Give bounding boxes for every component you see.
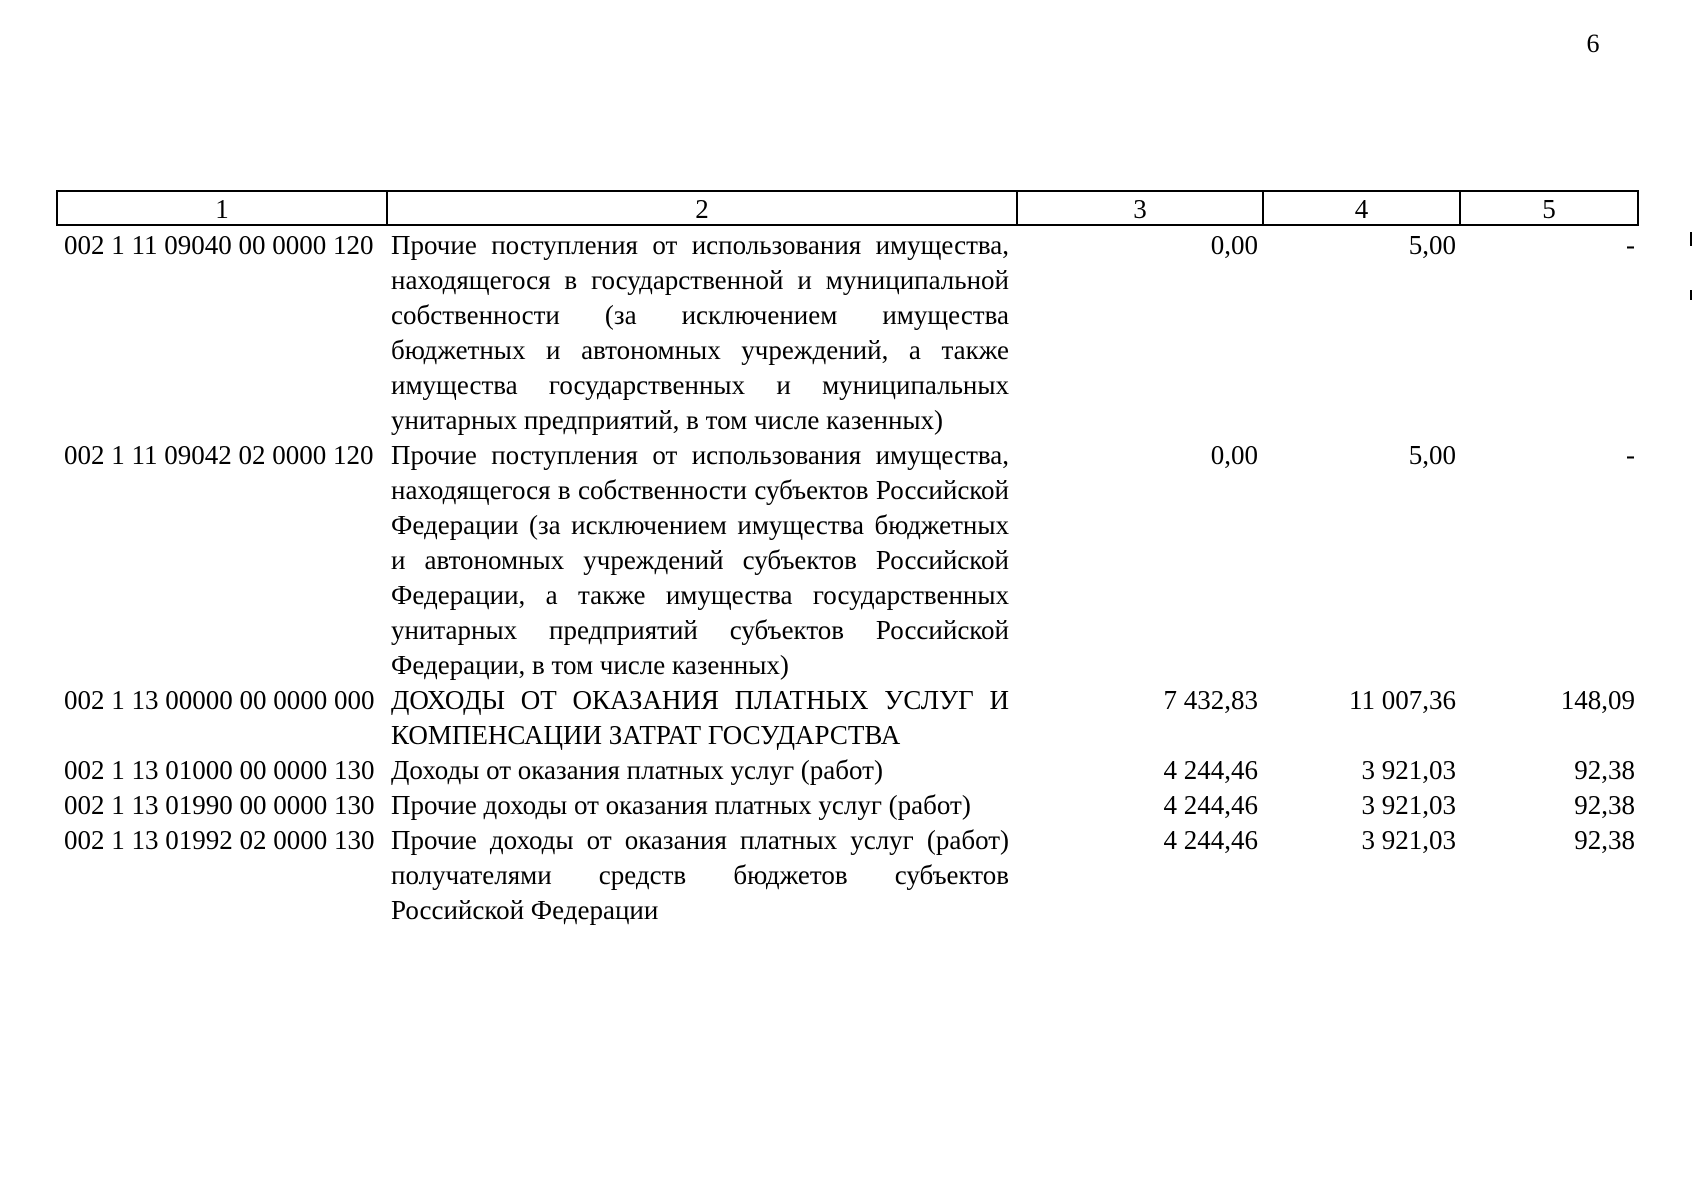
value-col3: 7 432,83: [1163, 685, 1258, 715]
income-name: Прочие доходы от оказания платных услуг (работ) получателями средств бюджетов субъектов Российской Федерации: [391, 825, 1009, 925]
scan-edge-mark: [1690, 290, 1692, 300]
header-cell-1: 1: [58, 192, 388, 224]
table-body: [56, 228, 1639, 928]
table-row: [56, 438, 1639, 683]
value-col5: 148,09: [1560, 685, 1635, 715]
value-col5: 92,38: [1574, 790, 1635, 820]
value-col4: 5,00: [1408, 440, 1456, 470]
value-col4: 3 921,03: [1361, 755, 1456, 785]
value-col4: 3 921,03: [1361, 790, 1456, 820]
budget-code: 002 1 11 09042 02 0000 120: [64, 440, 374, 470]
table-row: [56, 788, 1639, 823]
value-col5: 92,38: [1574, 825, 1635, 855]
budget-code: 002 1 13 00000 00 0000 000: [64, 685, 375, 715]
income-name: Доходы от оказания платных услуг (работ): [391, 755, 883, 785]
value-col3: 4 244,46: [1163, 790, 1258, 820]
budget-code: 002 1 13 01000 00 0000 130: [64, 755, 375, 785]
value-col3: 0,00: [1210, 440, 1258, 470]
value-col4: 5,00: [1408, 230, 1456, 260]
income-name: Прочие поступления от использования имущества, находящегося в государственной и муниципальной собственности (за исключением имущества бюджетных и автономных учреждений, а также имущества государственных и муниципальных унитарных предприятий, в том числе казенных): [391, 230, 1009, 435]
table-row: [56, 753, 1639, 788]
header-cell-4: 4: [1264, 192, 1461, 224]
value-col5: -: [1626, 440, 1635, 470]
scan-edge-mark: [1690, 232, 1692, 246]
header-cell-3: 3: [1018, 192, 1264, 224]
budget-code: 002 1 13 01992 02 0000 130: [64, 825, 375, 855]
value-col5: -: [1626, 230, 1635, 260]
value-col3: 4 244,46: [1163, 825, 1258, 855]
table-row: [56, 683, 1639, 753]
table-header: [56, 190, 1639, 226]
value-col4: 3 921,03: [1361, 825, 1456, 855]
table-row: [56, 823, 1639, 928]
header-cell-2: 2: [388, 192, 1018, 224]
table-row: [56, 228, 1639, 438]
income-name: Прочие доходы от оказания платных услуг (работ): [391, 790, 971, 820]
budget-code: 002 1 11 09040 00 0000 120: [64, 230, 374, 260]
budget-code: 002 1 13 01990 00 0000 130: [64, 790, 375, 820]
value-col3: 4 244,46: [1163, 755, 1258, 785]
income-name: ДОХОДЫ ОТ ОКАЗАНИЯ ПЛАТНЫХ УСЛУГ И КОМПЕНСАЦИИ ЗАТРАТ ГОСУДАРСТВА: [391, 685, 1009, 750]
value-col5: 92,38: [1574, 755, 1635, 785]
page-number: 6: [1586, 29, 1600, 58]
income-name: Прочие поступления от использования имущества, находящегося в собственности субъектов Российской Федерации (за исключением имущества бюджетных и автономных учреждений субъектов Российской Федерации, а также имущества государственных унитарных предприятий субъектов Российской Федерации, в том числе казенных): [391, 440, 1009, 680]
value-col4: 11 007,36: [1349, 685, 1456, 715]
header-cell-5: 5: [1542, 194, 1556, 224]
value-col3: 0,00: [1210, 230, 1258, 260]
